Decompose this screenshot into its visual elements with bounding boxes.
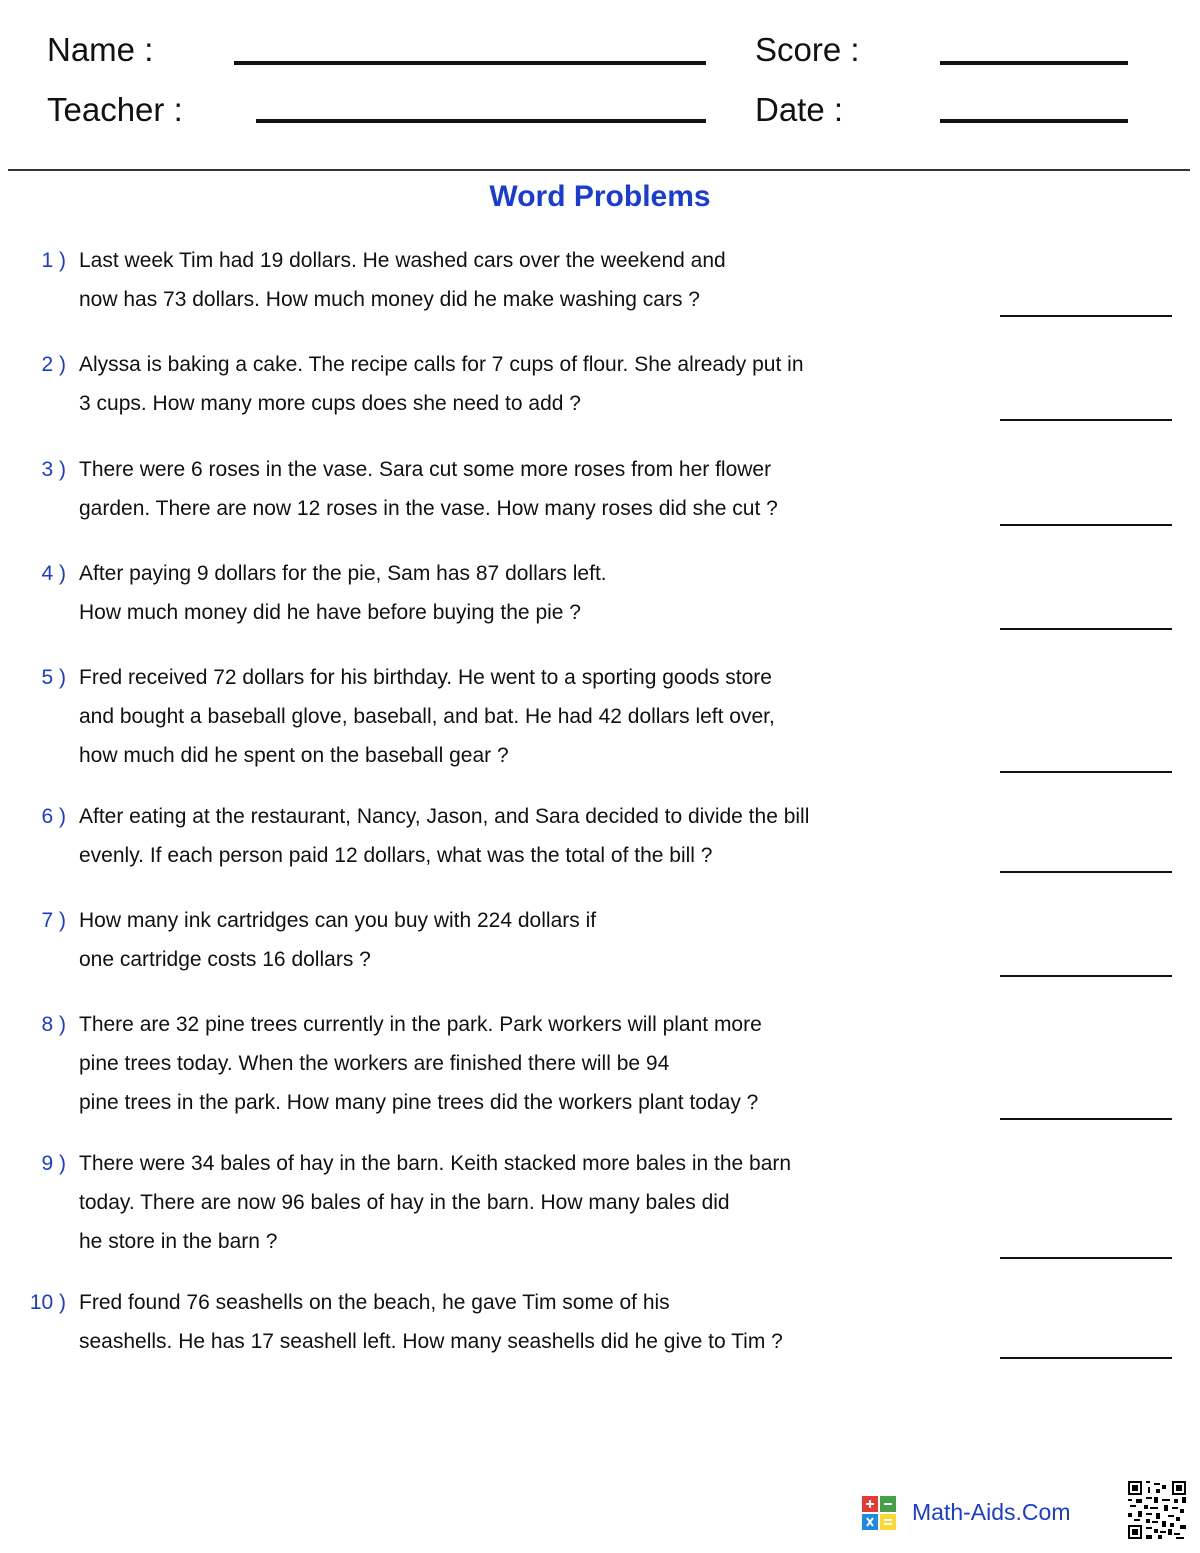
problem-text xyxy=(79,554,979,632)
problem-text-line: After paying 9 dollars for the pie, Sam has 87 dollars left. xyxy=(79,562,607,585)
problem-text xyxy=(79,658,979,775)
problem-number: 2 ) xyxy=(41,353,66,376)
problem-item xyxy=(0,1144,1200,1261)
problem-number: 3 ) xyxy=(41,458,66,481)
score-field-line[interactable] xyxy=(940,61,1128,65)
problem-text-line: how much did he spent on the baseball gear ? xyxy=(79,744,509,767)
problem-number: 8 ) xyxy=(41,1013,66,1036)
header-divider xyxy=(8,169,1190,171)
problem-text-line: evenly. If each person paid 12 dollars, what was the total of the bill ? xyxy=(79,844,713,867)
answer-field-line[interactable] xyxy=(1000,1118,1172,1120)
problem-item xyxy=(0,658,1200,775)
date-field-line[interactable] xyxy=(940,119,1128,123)
answer-field-line[interactable] xyxy=(1000,419,1172,421)
problem-text xyxy=(79,1005,979,1122)
answer-field-line[interactable] xyxy=(1000,315,1172,317)
problem-item xyxy=(0,241,1200,319)
problem-text-line: pine trees in the park. How many pine trees did the workers plant today ? xyxy=(79,1091,759,1114)
problem-text-line: Fred received 72 dollars for his birthday. He went to a sporting goods store xyxy=(79,666,772,689)
problem-text-line: There were 6 roses in the vase. Sara cut some more roses from her flower xyxy=(79,458,772,481)
problem-text-line: There are 32 pine trees currently in the park. Park workers will plant more xyxy=(79,1013,762,1036)
problem-item xyxy=(0,797,1200,875)
problem-text-line: Last week Tim had 19 dollars. He washed cars over the weekend and xyxy=(79,249,726,272)
problem-text xyxy=(79,1283,979,1361)
problem-text-line: today. There are now 96 bales of hay in the barn. How many bales did xyxy=(79,1191,730,1214)
problem-text xyxy=(79,1144,979,1261)
teacher-field-line[interactable] xyxy=(256,119,706,123)
date-label: Date : xyxy=(755,91,844,128)
problem-text-line: pine trees today. When the workers are finished there will be 94 xyxy=(79,1052,670,1075)
problem-text-line: Alyssa is baking a cake. The recipe calls for 7 cups of flour. She already put in xyxy=(79,353,804,376)
answer-field-line[interactable] xyxy=(1000,771,1172,773)
problem-text-line: one cartridge costs 16 dollars ? xyxy=(79,948,371,971)
problem-number: 9 ) xyxy=(41,1152,66,1175)
problem-item xyxy=(0,1005,1200,1122)
problem-text-line: and bought a baseball glove, baseball, and bat. He had 42 dollars left over, xyxy=(79,705,775,728)
problem-text-line: After eating at the restaurant, Nancy, Jason, and Sara decided to divide the bill xyxy=(79,805,810,828)
answer-field-line[interactable] xyxy=(1000,628,1172,630)
problem-text-line: garden. There are now 12 roses in the vase. How many roses did she cut ? xyxy=(79,497,778,520)
problem-number: 1 ) xyxy=(41,249,66,272)
problem-number: 6 ) xyxy=(41,805,66,828)
problem-text xyxy=(79,450,979,528)
answer-field-line[interactable] xyxy=(1000,1257,1172,1259)
problem-text-line: How many ink cartridges can you buy with 224 dollars if xyxy=(79,909,597,932)
answer-field-line[interactable] xyxy=(1000,975,1172,977)
problem-text-line: Fred found 76 seashells on the beach, he gave Tim some of his xyxy=(79,1291,670,1314)
problem-text-line: How much money did he have before buying the pie ? xyxy=(79,601,581,624)
brand-link[interactable]: Math-Aids.Com xyxy=(912,1499,1071,1525)
answer-field-line[interactable] xyxy=(1000,1357,1172,1359)
problem-text-line: now has 73 dollars. How much money did he make washing cars ? xyxy=(79,288,700,311)
problem-item xyxy=(0,450,1200,528)
problem-text-line: 3 cups. How many more cups does she need to add ? xyxy=(79,392,581,415)
problem-text xyxy=(79,345,979,423)
problem-number: 4 ) xyxy=(41,562,66,585)
problem-text-line: he store in the barn ? xyxy=(79,1230,278,1253)
page-title: Word Problems xyxy=(489,180,711,213)
problem-number: 5 ) xyxy=(41,666,66,689)
problem-item xyxy=(0,1283,1200,1361)
problem-text-line: There were 34 bales of hay in the barn. Keith stacked more bales in the barn xyxy=(79,1152,792,1175)
problem-item xyxy=(0,345,1200,423)
problem-number: 10 ) xyxy=(29,1291,66,1314)
answer-field-line[interactable] xyxy=(1000,524,1172,526)
problem-text xyxy=(79,901,979,979)
problem-item xyxy=(0,901,1200,979)
problem-text-line: seashells. He has 17 seashell left. How many seashells did he give to Tim ? xyxy=(79,1330,783,1353)
name-field-line[interactable] xyxy=(234,61,706,65)
score-label: Score : xyxy=(755,31,860,68)
calculator-icon xyxy=(862,1496,896,1530)
problem-text xyxy=(79,241,979,319)
problem-text xyxy=(79,797,979,875)
name-label: Name : xyxy=(47,31,154,68)
problem-item xyxy=(0,554,1200,632)
problem-number: 7 ) xyxy=(41,909,66,932)
answer-field-line[interactable] xyxy=(1000,871,1172,873)
teacher-label: Teacher : xyxy=(47,91,183,128)
qr-code-icon xyxy=(1128,1481,1186,1539)
